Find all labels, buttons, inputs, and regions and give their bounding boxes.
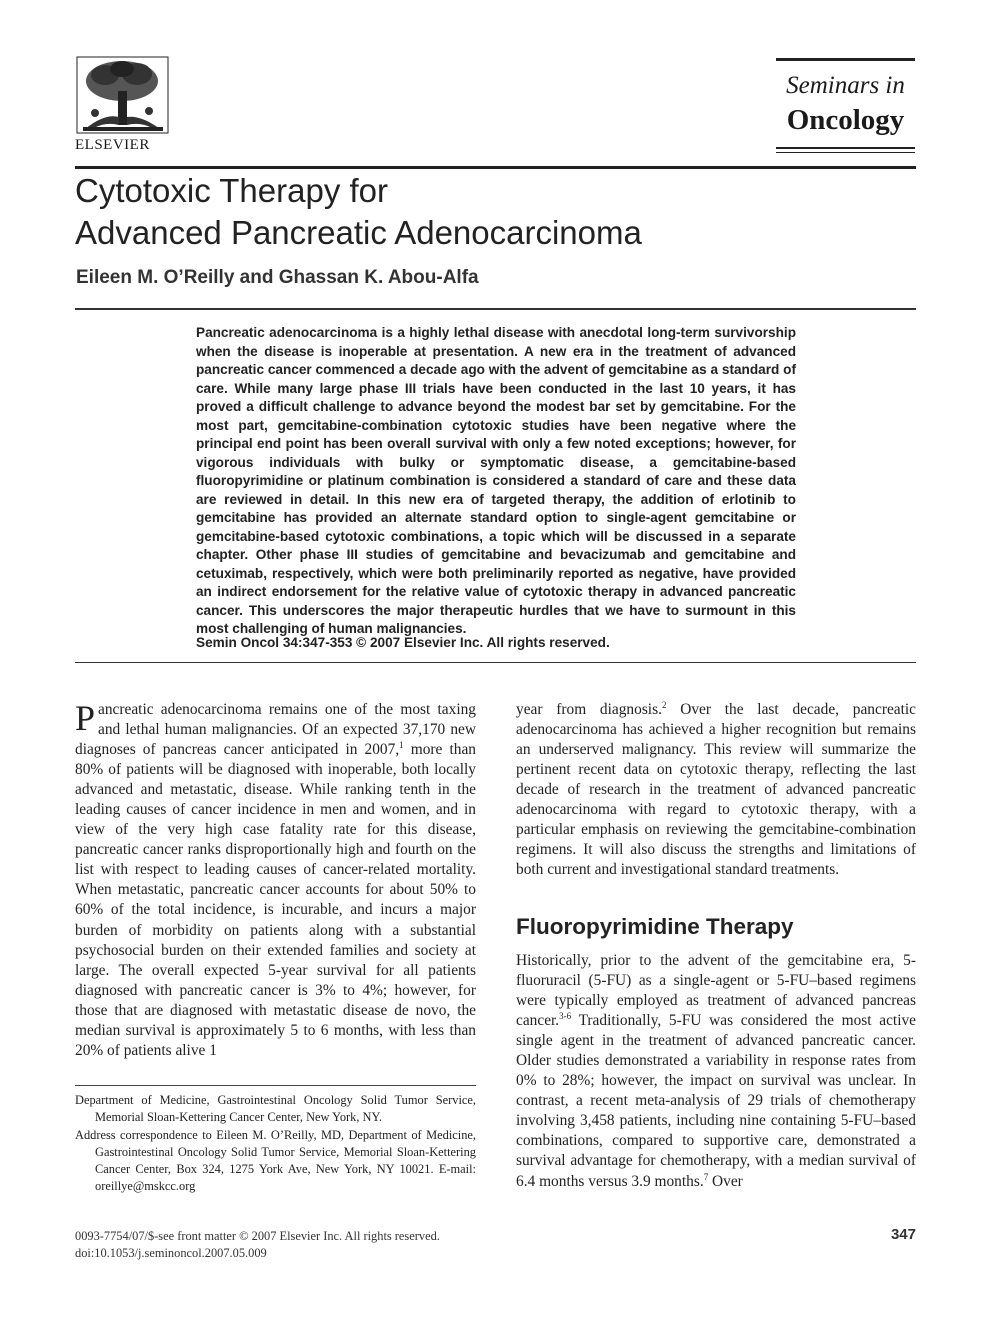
doi-link[interactable]: doi:10.1053/j.seminoncol.2007.05.009 [75,1245,267,1260]
masthead-rule-top [776,58,915,61]
citation-ref: 1 [399,739,404,750]
section-text-b: Traditionally, 5-FU was considered the most active single agent in the treatment of advanced pancreatic cancer. Older studies demonstrated a variability in response rates from 0% to 28%; however, the impact on survival was unclear. In contrast, a recent meta-analysis of 29 trials of chemotherapy involving 3,458 patients, including nine containing 5-FU–based combinations, compared to supportive care, demonstrated a survival advantage for chemotherapy, with a median survival of 6.4 months versus 3.9 months. [516,1012,916,1190]
citation-line: Semin Oncol 34:347-353 © 2007 Elsevier Inc. All rights reserved. [196,635,610,650]
journal-name-line2: Oncology [786,104,905,136]
cont-text-b: Over the last decade, pancreatic adenocarcinoma has achieved a higher recognition but remains an underserved malignancy. This review will summarize the pertinent recent data on cytotoxic therapy, reflecting the last decade of research in the treatment of advanced pancreatic adenocarcinoma with regard to cytotoxic therapy, with a particular emphasis on reviewing the gemcitabine-combination regimens. It will also discuss the strengths and limitations of both current and investigational standard treatments. [516,701,917,879]
section-text-a: Historically, prior to the advent of the gemcitabine era, 5-fluoruracil (5-FU) as a single-agent or 5-FU–based regimens were typically employed as treatment of advanced pancreas cancer. [516,952,916,1030]
author-list: Eileen M. O’Reilly and Ghassan K. Abou-Alfa [76,267,479,288]
footnotes [75,1092,476,1196]
header-rule [75,166,916,169]
journal-name-line1: Seminars in [786,72,905,99]
affiliation-note: Department of Medicine, Gastrointestinal Oncology Solid Tumor Service, Memorial Sloan-Kettering Cancer Center, New York, NY. [75,1093,476,1124]
intro-text-a: ancreatic adenocarcinoma remains one of the most taxing and lethal human malignancies. Of an expected 37,170 new diagnoses of pancreas cancer anticipated in 2007, [75,701,476,759]
citation-ref: 3-6 [559,1011,572,1022]
body-column-right [516,700,916,880]
abstract-rule-bottom [75,662,916,663]
masthead-rule-bottom [776,147,915,149]
masthead-rule-bottom-thin [776,152,915,153]
footer-legal [75,1228,440,1262]
section-text-c: Over [708,1172,743,1190]
intro-paragraph [75,700,476,1061]
page-number: 347 [890,1226,916,1243]
title-line-1: Cytotoxic Therapy for [75,172,389,209]
cont-text-a: year from diagnosis. [516,701,662,718]
article-title [75,170,642,254]
publisher-name: ELSEVIER [75,137,150,153]
citation-ref: 7 [703,1171,709,1182]
intro-text-b: more than 80% of patients will be diagnosed with inoperable, both locally advanced and metastatic, disease. While ranking tenth in the leading causes of cancer incidence in men and women, and in view of the very high case fatality rate for this disease, pancreatic cancer ranks disproportionally high and fourth on the list with respect to leading causes of cancer-related mortality. When metastatic, pancreatic cancer accounts for about 50% to 60% of the total incidence, is incurable, and incurs a major burden of morbidity on patients along with a substantial psychosocial burden on their extended families and society at large. The overall expected 5-year survival for all patients diagnosed with pancreatic cancer is 3% to 4%; however, for those that are diagnosed with metastatic disease de novo, the median survival is approximately 5 to 6 months, with less than 20% of patients alive 1 [75,741,476,1059]
body-column-left [75,700,476,1061]
body-column-right-section [516,951,916,1192]
footnote-rule [75,1085,476,1086]
section-paragraph [516,951,916,1192]
issn-line: 0093-7754/07/$-see front matter © 2007 Elsevier Inc. All rights reserved. [75,1229,440,1243]
drop-cap: P [75,698,96,738]
section-heading: Fluoropyrimidine Therapy [516,914,794,939]
title-line-2: Advanced Pancreatic Adenocarcinoma [75,214,642,251]
continuation-paragraph [516,700,916,880]
tree-icon [75,55,170,135]
abstract-rule-top [75,308,916,310]
correspondence-note: Address correspondence to Eileen M. O’Reilly, MD, Department of Medicine, Gastrointestinal Oncology Solid Tumor Service, Memorial Sloan-Kettering Cancer Center, Box 324, 1275 York Ave, New York, NY 10021. E-mail: oreillye@mskcc.org [75,1128,476,1193]
abstract-text: Pancreatic adenocarcinoma is a highly lethal disease with anecdotal long-term survivorship when the disease is inoperable at presentation. A new era in the treatment of advanced pancreatic cancer commenced a decade ago with the advent of gemcitabine as a standard of care. While many large phase III trials have been conducted in the last 10 years, it has proved a difficult challenge to advance beyond the modest bar set by gemcitabine. For the most part, gemcitabine-combination cytotoxic studies have been negative where the principal end point has been overall survival with only a few noted exceptions; however, for vigorous individuals with bulky or symptomatic disease, a gemcitabine-based fluoropyrimidine or platinum combination is considered a standard of care and these data are reviewed in detail. In this new era of targeted therapy, the addition of erlotinib to gemcitabine has provided an alternate standard option to single-agent gemcitabine or gemcitabine-based cytotoxic combinations, a topic which will be discussed in a separate chapter. Other phase III studies of gemcitabine and bevacizumab and gemcitabine and cetuximab, respectively, which were both preliminarily reported as negative, have provided an indirect endorsement for the relative value of cytotoxic therapy in advanced pancreatic cancer. This underscores the major therapeutic hurdles that we have to surmount in this most challenging of human malignancies. [196,325,796,636]
abstract [196,324,796,639]
citation-ref: 2 [661,699,667,710]
